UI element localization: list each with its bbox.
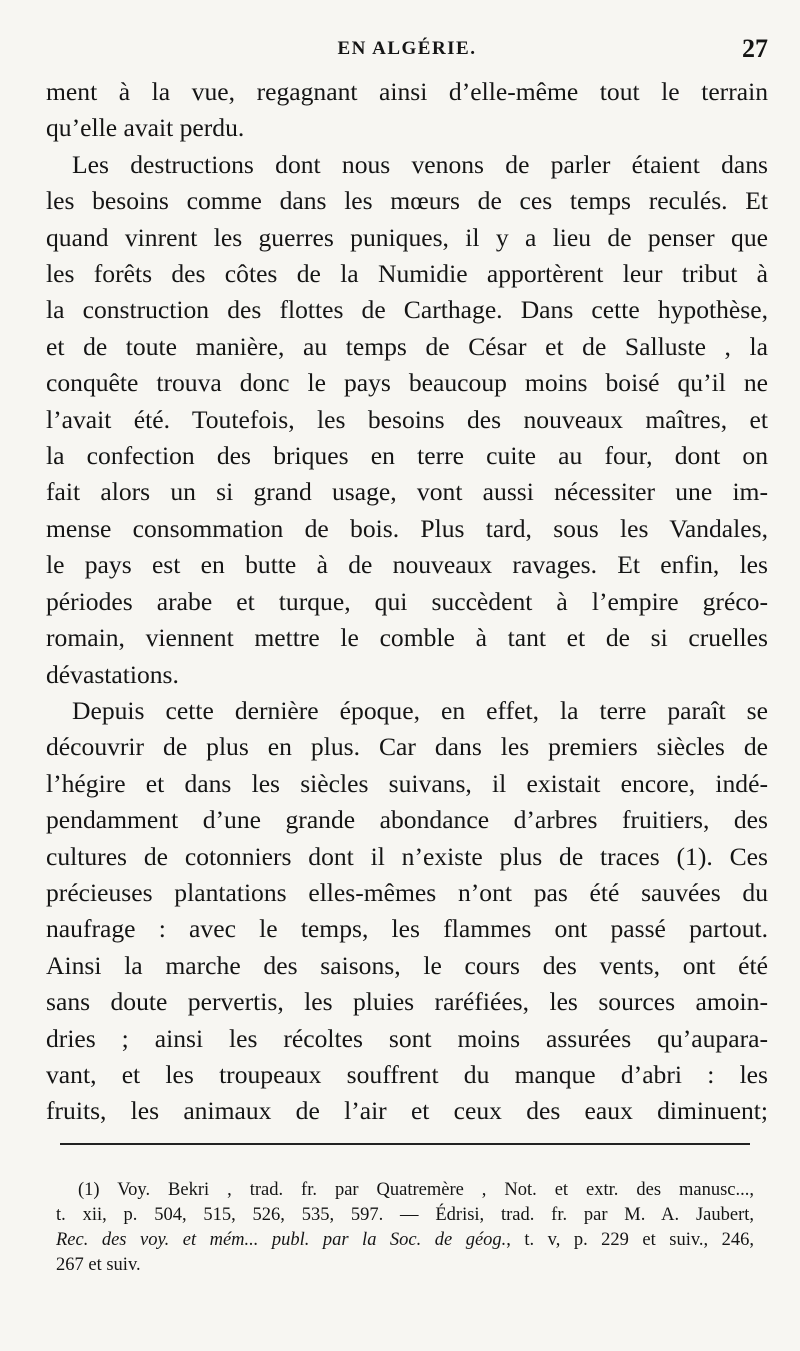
footnote-line: (1) Voy. Bekri , trad. fr. par Quatremère , Not. et extr. des manusc..., [78,1180,754,1200]
text-line: sans doute pervertis, les pluies raréfiées, les sources amoin- [46,987,768,1017]
running-title: EN ALGÉRIE. [337,38,477,59]
text-line: mense consommation de bois. Plus tard, sous les Vandales, [46,513,768,543]
paragraph-1 [46,74,768,147]
text-line: et de toute manière, au temps de César et de Salluste , la [46,331,768,361]
text-line: découvrir de plus en plus. Car dans les premiers siècles de [46,732,768,762]
text-line: conquête trouva donc le pays beaucoup moins boisé qu’il ne [46,368,768,398]
text-line: dévastations. [46,659,179,689]
text-line: précieuses plantations elles-mêmes n’ont pas été sauvées du [46,877,768,907]
footnote-line: 267 et suiv. [56,1255,141,1275]
text-line: fait alors un si grand usage, vont aussi nécessiter une im- [46,477,768,507]
text-line: naufrage : avec le temps, les flammes ont passé partout. [46,914,768,944]
footnote-italic-title: Rec. des voy. et mém... publ. par la Soc. de géog. [56,1230,507,1250]
text-line: périodes arabe et turque, qui succèdent à l’empire gréco- [46,586,768,616]
text-line: Ainsi la marche des saisons, le cours des vents, ont été [46,950,768,980]
footnote-line [56,1228,754,1253]
text-line: cultures de cotonniers dont il n’existe plus de traces (1). Ces [46,841,768,871]
text-line: Les destructions dont nous venons de parler étaient dans [72,149,768,179]
page-number: 27 [742,34,768,63]
text-line: la confection des briques en terre cuite au four, dont on [46,441,768,471]
footnote-line-rest: , t. v, p. 229 et suiv., 246, [506,1230,754,1250]
text-line: quand vinrent les guerres puniques, il y a lieu de penser que [46,222,768,252]
footnote-separator [60,1143,750,1145]
running-head [46,34,768,64]
text-line: romain, viennent mettre le comble à tant et de si cruelles [46,623,768,653]
text-line: qu’elle avait perdu. [46,113,245,143]
footnote [56,1178,754,1278]
text-line: les forêts des côtes de la Numidie apportèrent leur tribut à [46,259,768,289]
text-line: Depuis cette dernière époque, en effet, la terre paraît se [72,695,768,725]
text-line: dries ; ainsi les récoltes sont moins assurées qu’aupara- [46,1023,768,1053]
text-line: l’hégire et dans les siècles suivans, il existait encore, indé- [46,768,768,798]
text-line: fruits, les animaux de l’air et ceux des eaux diminuent; [46,1096,768,1126]
text-line: ment à la vue, regagnant ainsi d’elle-même tout le terrain [46,77,768,106]
text-line: vant, et les troupeaux souffrent du manque d’abri : les [46,1059,768,1089]
footnote-line: t. xii, p. 504, 515, 526, 535, 597. — Édrisi, trad. fr. par M. A. Jaubert, [56,1205,754,1225]
text-line: l’avait été. Toutefois, les besoins des nouveaux maîtres, et [46,404,768,434]
text-line: le pays est en butte à de nouveaux ravages. Et enfin, les [46,550,768,580]
text-line: la construction des flottes de Carthage. Dans cette hypothèse, [46,295,768,325]
paragraph-2 [46,147,768,693]
text-line: pendamment d’une grande abondance d’arbres fruitiers, des [46,805,768,835]
text-line: les besoins comme dans les mœurs de ces temps reculés. Et [46,186,768,216]
paragraph-3 [46,693,768,1130]
body-text [46,74,768,1130]
